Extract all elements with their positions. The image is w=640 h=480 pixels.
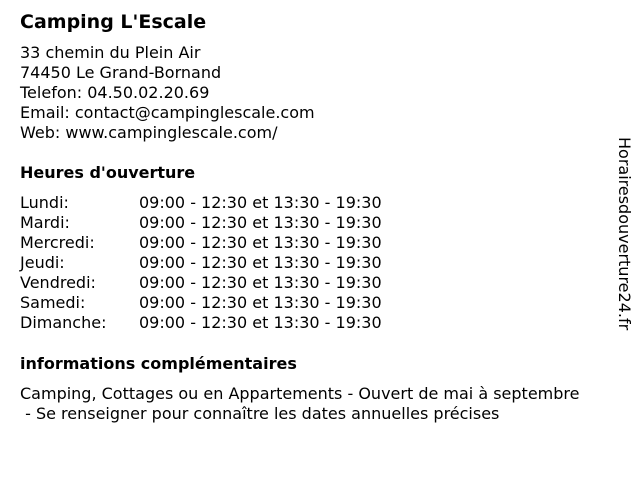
hours-day: Mercredi:: [20, 233, 95, 252]
hours-time: 09:00 - 12:30 et 13:30 - 19:30: [139, 213, 382, 232]
hours-row: [20, 213, 382, 233]
hours-time: 09:00 - 12:30 et 13:30 - 19:30: [139, 233, 382, 252]
address-block: [20, 43, 315, 143]
address-city: 74450 Le Grand-Bornand: [20, 63, 222, 82]
hours-day: Dimanche:: [20, 313, 107, 332]
email-line: Email: contact@campinglescale.com: [20, 103, 315, 122]
hours-day: Jeudi:: [20, 253, 65, 272]
hours-table: [20, 193, 382, 333]
hours-row: [20, 273, 382, 293]
hours-day: Samedi:: [20, 293, 86, 312]
info-block: [20, 384, 579, 424]
hours-day: Mardi:: [20, 213, 70, 232]
watermark-text: Horairesdouverture24.fr: [615, 137, 634, 331]
hours-time: 09:00 - 12:30 et 13:30 - 19:30: [139, 193, 382, 212]
info-line: - Se renseigner pour connaître les dates annuelles précises: [20, 404, 500, 423]
hours-day: Lundi:: [20, 193, 69, 212]
info-line: Camping, Cottages ou en Appartements - Ouvert de mai à septembre: [20, 384, 580, 403]
info-heading: informations complémentaires: [20, 354, 297, 373]
hours-time: 09:00 - 12:30 et 13:30 - 19:30: [139, 313, 382, 332]
hours-heading: Heures d'ouverture: [20, 163, 196, 182]
hours-row: [20, 193, 382, 213]
phone-line: Telefon: 04.50.02.20.69: [20, 83, 210, 102]
website-line: Web: www.campinglescale.com/: [20, 123, 278, 142]
hours-row: [20, 253, 382, 273]
hours-day: Vendredi:: [20, 273, 96, 292]
hours-row: [20, 313, 382, 333]
address-street: 33 chemin du Plein Air: [20, 43, 201, 62]
business-name: Camping L'Escale: [20, 11, 207, 33]
hours-time: 09:00 - 12:30 et 13:30 - 19:30: [139, 273, 382, 292]
hours-time: 09:00 - 12:30 et 13:30 - 19:30: [139, 293, 382, 312]
hours-time: 09:00 - 12:30 et 13:30 - 19:30: [139, 253, 382, 272]
hours-row: [20, 293, 382, 313]
hours-row: [20, 233, 382, 253]
